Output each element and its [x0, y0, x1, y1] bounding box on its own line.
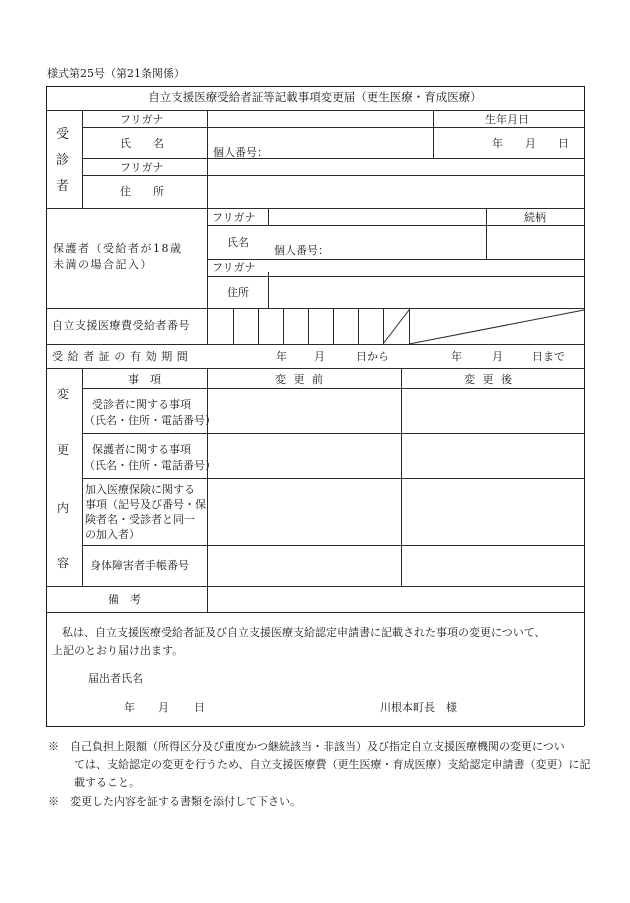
validity-from-day: 日から	[356, 350, 389, 363]
validity-from-month: 月	[314, 350, 325, 363]
changes-section-char-1: 変	[57, 387, 70, 401]
patient-furigana-label-2: フリガナ	[120, 161, 164, 174]
change-row-1-line1: 受診者に関する事項	[92, 398, 191, 411]
change-row-3-line3: 険者名・受診者と同一	[85, 513, 195, 526]
change-row-3-line2: 事項（記号及び番号・保	[85, 498, 206, 511]
patient-birthdate-format: 年 月 日	[492, 137, 569, 150]
change-row-2-line1: 保護者に関する事項	[92, 443, 191, 456]
guardian-my-number-label: 個人番号：	[274, 244, 329, 257]
validity-label: 受給者証の有効期間	[52, 350, 193, 363]
patient-name-label: 氏 名	[120, 137, 164, 150]
change-row-1-line2: （氏名・住所・電話番号）	[84, 414, 216, 427]
remarks-label: 備 考	[108, 593, 141, 606]
changes-section-char-4: 容	[57, 556, 70, 570]
patient-furigana-label: フリガナ	[120, 113, 164, 126]
change-row-2-line2: （氏名・住所・電話番号）	[84, 459, 216, 472]
changes-col-before: 変 更 前	[275, 373, 325, 386]
addressee: 川根本町長 様	[380, 701, 457, 714]
form-number: 様式第25号（第21条関係）	[47, 67, 185, 80]
validity-to-day: 日まで	[532, 350, 565, 363]
patient-section-char-1: 受	[56, 127, 70, 142]
declaration-date-year: 年	[124, 701, 135, 714]
guardian-label-line2: 未満の場合記入）	[53, 258, 153, 271]
submitter-name-label: 届出者氏名	[88, 672, 143, 685]
changes-col-after: 変 更 後	[464, 373, 514, 386]
declaration-date-day: 日	[194, 701, 205, 714]
guardian-label-line1: 保護者（受給者が18歳	[53, 242, 183, 255]
validity-to-year: 年	[451, 350, 462, 363]
change-row-4-line1: 身体障害者手帳番号	[90, 559, 189, 572]
guardian-address-label: 住所	[227, 286, 249, 299]
form-title: 自立支援医療受給者証等記載事項変更届（更生医療・育成医療）	[148, 90, 482, 104]
change-row-3-line1: 加入医療保険に関する	[85, 483, 195, 496]
guardian-furigana-label-2: フリガナ	[212, 261, 256, 274]
guardian-name-label: 氏名	[227, 236, 249, 249]
changes-section-char-2: 更	[57, 443, 70, 457]
recipient-number-label: 自立支援医療費受給者番号	[52, 319, 190, 332]
note-2: ※ 変更した内容を証する書類を添付して下さい。	[48, 795, 301, 808]
patient-birthdate-label: 生年月日	[485, 113, 529, 126]
validity-from-year: 年	[276, 350, 287, 363]
note-1-line1: ※ 自己負担上限額（所得区分及び重度かつ継続該当・非該当）及び指定自立支援医療機関の変更につい	[48, 740, 565, 753]
declaration-date-month: 月	[158, 701, 169, 714]
guardian-relationship-label: 続柄	[524, 211, 546, 224]
patient-address-label: 住 所	[120, 185, 164, 198]
changes-section-char-3: 内	[57, 501, 70, 515]
patient-section-char-2: 診	[56, 153, 70, 168]
validity-to-month: 月	[492, 350, 503, 363]
declaration-line1: 私は、自立支援医療受給者証及び自立支援医療支給認定申請書に記載された事項の変更について、	[62, 626, 546, 639]
note-1-line2: ては、支給認定の変更を行うため、自立支援医療費（更生医療・育成医療）支給認定申請書（変更）に記	[74, 758, 591, 771]
change-row-3-line4: の加入者）	[85, 528, 140, 541]
patient-section-char-3: 者	[56, 179, 70, 194]
changes-col-item: 事 項	[128, 373, 161, 386]
guardian-furigana-label: フリガナ	[212, 211, 256, 224]
note-1-line3: 載すること。	[74, 776, 140, 789]
declaration-line2: 上記のとおり届け出ます。	[52, 644, 184, 657]
patient-my-number-label: 個人番号：	[213, 146, 268, 159]
